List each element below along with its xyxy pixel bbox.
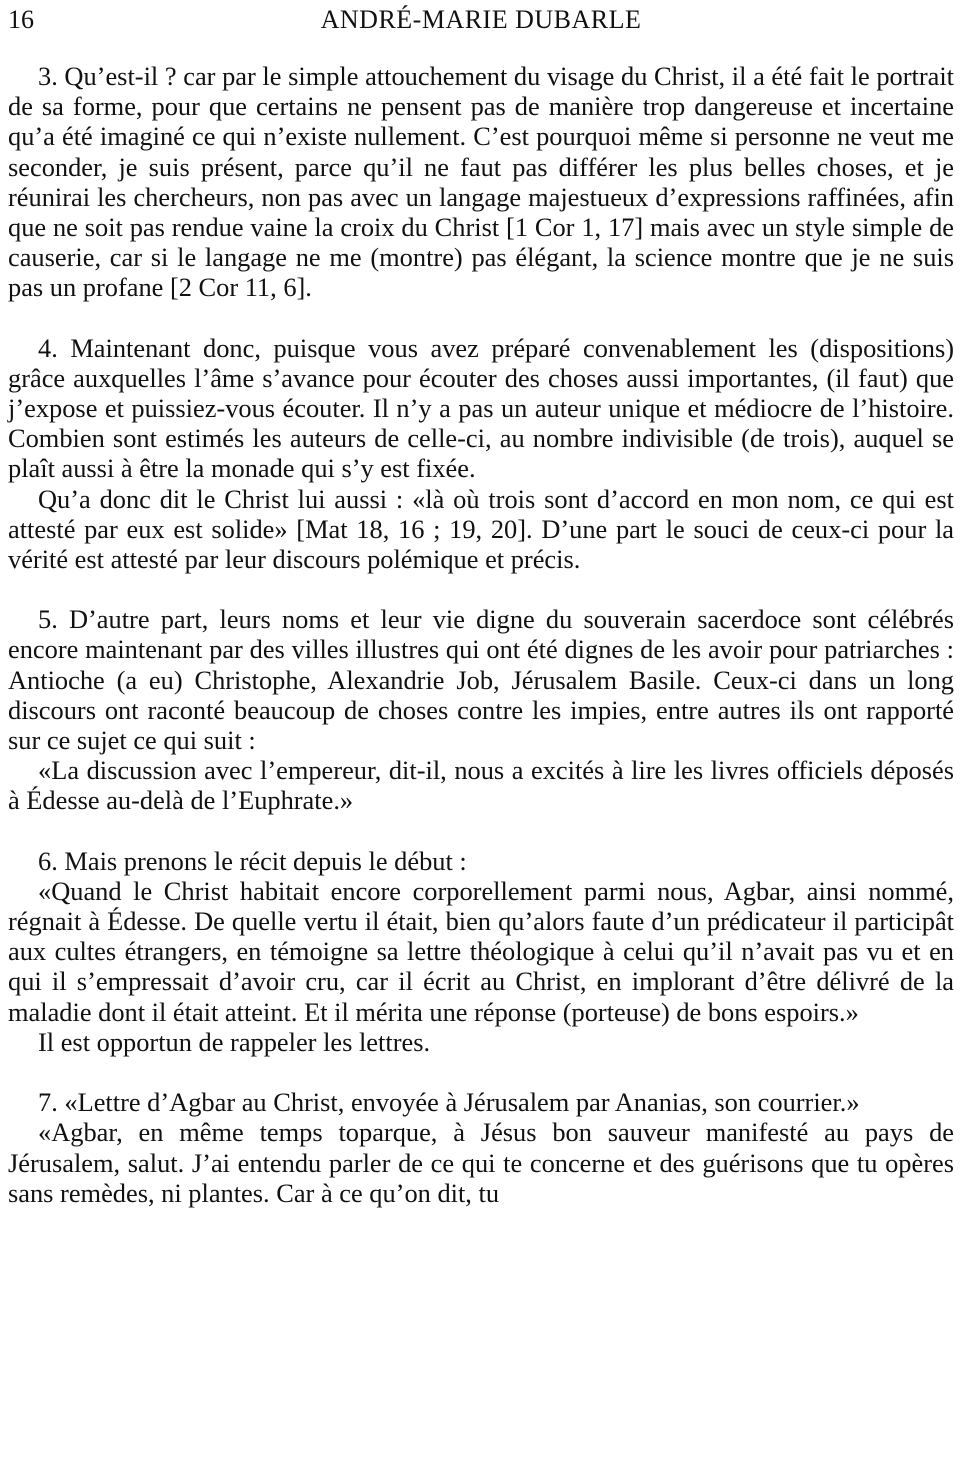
paragraph-7-letter: «Agbar, en même temps toparque, à Jésus bon sauveur manifesté au pays de Jérusalem, salut. J’ai entendu parler de ce qui te concerne et des guérisons que tu opères sans remèdes, ni plantes. Car à ce qu’on dit, tu bbox=[8, 1117, 954, 1208]
paragraph-6-letters: Il est opportun de rappeler les lettres. bbox=[38, 1026, 431, 1057]
running-title: ANDRÉ-MARIE DUBARLE bbox=[320, 5, 642, 34]
paragraph-6: 6. Mais prenons le récit depuis le début : bbox=[38, 845, 467, 876]
paragraph-3: 3. Qu’est-il ? car par le simple attouchement du visage du Christ, il a été fait le portrait de sa forme, pour que certains ne pensent pas de manière trop dangereuse et incertaine qu’a été imaginé ce qui n’existe nullement. C’est pourquoi même si personne ne veut me seconder, je suis présent, parce qu’il ne faut pas différer les plus belles choses, et je réunirai les chercheurs, non pas avec un langage majestueux d’expressions raffinées, afin que ne soit pas rendue vaine la croix du Christ [1 Cor 1, 17] mais avec un style simple de causerie, car si le langage ne me (montre) pas élégant, la science montre que je ne suis pas un profane [2 Cor 11, 6]. bbox=[8, 61, 954, 303]
paragraph-7: 7. «Lettre d’Agbar au Christ, envoyée à Jérusalem par Ananias, son courrier.» bbox=[38, 1087, 860, 1118]
body-text bbox=[8, 61, 954, 1208]
paragraph-6-narrative: «Quand le Christ habitait encore corporellement parmi nous, Agbar, ainsi nommé, régnait à Édesse. De quelle vertu il était, bien qu’alors faute d’un prédicateur il participât aux cultes étrangers, en témoigne sa lettre théologique à celui qu’il n’avait pas vu et en qui il s’empressait d’avoir cru, car il écrit au Christ, en implorant d’être délivré de la maladie dont il était atteint. Et il mérita une réponse (porteuse) de bons espoirs.» bbox=[8, 875, 954, 1027]
paragraph-4-quote: Qu’a donc dit le Christ lui aussi : «là où trois sont d’accord en mon nom, ce qui est attesté par eux est solide» [Mat 18, 16 ; 19, 20]. D’une part le souci de ceux-ci pour la vérité est attesté par leur discours polémique et précis. bbox=[8, 483, 954, 575]
running-header bbox=[8, 4, 954, 40]
page-number: 16 bbox=[8, 5, 34, 34]
document-page bbox=[8, 0, 954, 1208]
paragraph-4: 4. Maintenant donc, puisque vous avez préparé convenablement les (dispositions) grâce auxquelles l’âme s’avance pour écouter des choses aussi importantes, (il faut) que j’expose et puissiez-vous écouter. Il n’y a pas un auteur unique et médiocre de l’histoire. Combien sont estimés les auteurs de celle-ci, au nombre indivisible (de trois), auquel se plaît aussi à être la monade qui s’y est fixée. bbox=[8, 332, 954, 484]
paragraph-5-quote: «La discussion avec l’empereur, dit-il, nous a excités à lire les livres officiels déposés à Édesse au-delà de l’Euphrate.» bbox=[8, 755, 954, 816]
paragraph-5: 5. D’autre part, leurs noms et leur vie digne du souverain sacerdoce sont célébrés encore maintenant par des villes illustres qui ont été dignes de les avoir pour patriarches : Antioche (a eu) Christophe, Alexandrie Job, Jérusalem Basile. Ceux-ci dans un long discours ont raconté beaucoup de choses contre les impies, entre autres ils ont rapporté sur ce sujet ce qui suit : bbox=[8, 604, 954, 756]
